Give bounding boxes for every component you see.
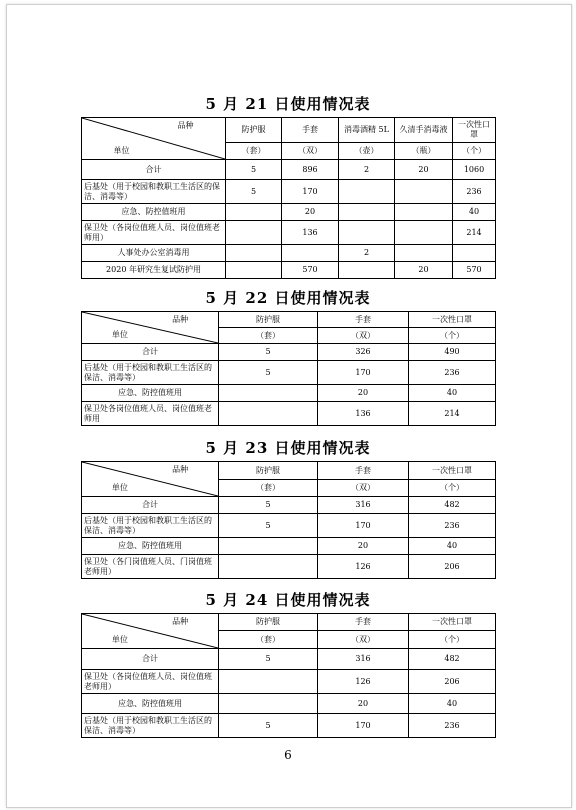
- row-label: 合计: [82, 497, 219, 514]
- table1-title: 5 月 21 日使用情况表: [205, 95, 371, 113]
- cell: 326: [318, 344, 409, 361]
- table-row: [82, 649, 496, 670]
- cell: 206: [409, 670, 496, 694]
- cell: [219, 385, 318, 402]
- cell: [453, 245, 496, 262]
- table-row: [82, 555, 496, 579]
- unit-cell: （个）: [453, 143, 496, 160]
- col-header: 手套: [282, 118, 339, 143]
- cell: [395, 221, 453, 245]
- table-row: [82, 344, 496, 361]
- cell: 236: [453, 180, 496, 204]
- row-label: 应急、防控值班用: [82, 538, 219, 555]
- unit-cell: （套）: [219, 328, 318, 344]
- cell: 20: [318, 694, 409, 714]
- table-row: [82, 385, 496, 402]
- cell: 40: [409, 385, 496, 402]
- header-unit-label: 单位: [111, 483, 128, 492]
- table1: [81, 117, 496, 279]
- cell: 482: [409, 497, 496, 514]
- cell: 1060: [453, 160, 496, 180]
- unit-cell: （双）: [318, 328, 409, 344]
- cell: 5: [219, 649, 318, 670]
- cell: 2: [339, 160, 395, 180]
- cell: 136: [282, 221, 339, 245]
- col-header: 手套: [318, 462, 409, 480]
- cell: [339, 221, 395, 245]
- cell: 236: [409, 361, 496, 385]
- cell: 170: [282, 180, 339, 204]
- table4: [81, 613, 496, 738]
- cell: [395, 245, 453, 262]
- cell: [219, 670, 318, 694]
- unit-cell: （壶）: [339, 143, 395, 160]
- table-row: [82, 160, 496, 180]
- col-header: 一次性口罩: [409, 614, 496, 631]
- cell: 236: [409, 714, 496, 738]
- header-item-label: 品种: [172, 617, 189, 626]
- cell: 570: [453, 262, 496, 279]
- cell: 236: [409, 514, 496, 538]
- cell: 20: [282, 204, 339, 221]
- cell: 316: [318, 649, 409, 670]
- cell: 570: [282, 262, 339, 279]
- cell: [226, 262, 282, 279]
- cell: 20: [395, 160, 453, 180]
- cell: 170: [318, 361, 409, 385]
- cell: 40: [409, 538, 496, 555]
- row-label: 保卫处（各岗位值班人员、岗位值班老师用）: [82, 670, 219, 694]
- row-label: 保卫处（各门岗值班人员、门岗值班老师用）: [82, 555, 219, 579]
- row-label: 2020 年研究生复试防护用: [82, 262, 226, 279]
- cell: 214: [453, 221, 496, 245]
- table-row: [82, 714, 496, 738]
- table3-title: 5 月 23 日使用情况表: [205, 439, 371, 457]
- table-row: [82, 514, 496, 538]
- header-item-label: 品种: [177, 121, 194, 130]
- unit-cell: （个）: [409, 631, 496, 649]
- unit-cell: （个）: [409, 328, 496, 344]
- cell: 896: [282, 160, 339, 180]
- row-label: 应急、防控值班用: [82, 204, 226, 221]
- cell: [395, 180, 453, 204]
- col-header: 防护服: [219, 614, 318, 631]
- table1-header-diagonal: [82, 118, 226, 160]
- cell: 5: [219, 361, 318, 385]
- cell: 5: [219, 344, 318, 361]
- cell: [219, 555, 318, 579]
- table2-header-diagonal: [82, 312, 219, 344]
- row-label: 合计: [82, 344, 219, 361]
- col-header: 手套: [318, 312, 409, 328]
- cell: [226, 221, 282, 245]
- cell: [219, 538, 318, 555]
- table4-title: 5 月 24 日使用情况表: [205, 591, 371, 609]
- table4-header-diagonal: [82, 614, 219, 649]
- header-unit-label: 单位: [111, 635, 128, 644]
- col-header: 防护服: [219, 462, 318, 480]
- table-row: [82, 694, 496, 714]
- cell: 5: [226, 160, 282, 180]
- table-row: [82, 402, 496, 426]
- col-header: 一次性口罩: [409, 462, 496, 480]
- unit-cell: （双）: [282, 143, 339, 160]
- table-row: [82, 538, 496, 555]
- cell: 136: [318, 402, 409, 426]
- cell: 20: [318, 385, 409, 402]
- cell: [219, 402, 318, 426]
- cell: 2: [339, 245, 395, 262]
- page-number: 6: [284, 748, 292, 762]
- row-label: 后基处（用于校园和教职工生活区的保洁、消毒等）: [82, 361, 219, 385]
- row-label: 合计: [82, 649, 219, 670]
- unit-cell: （套）: [219, 480, 318, 497]
- cell: 482: [409, 649, 496, 670]
- table-row: [82, 180, 496, 204]
- row-label: 人事处办公室消毒用: [82, 245, 226, 262]
- cell: 214: [409, 402, 496, 426]
- table-row: [82, 204, 496, 221]
- cell: [339, 204, 395, 221]
- cell: [226, 204, 282, 221]
- table-row: [82, 245, 496, 262]
- cell: 206: [409, 555, 496, 579]
- col-header: 久清手消毒液: [395, 118, 453, 143]
- cell: [219, 694, 318, 714]
- cell: [339, 262, 395, 279]
- col-header: 防护服: [226, 118, 282, 143]
- unit-cell: （双）: [318, 480, 409, 497]
- table-row: [82, 221, 496, 245]
- header-unit-label: 单位: [111, 330, 128, 339]
- cell: 5: [219, 714, 318, 738]
- table2-title: 5 月 22 日使用情况表: [205, 289, 371, 307]
- row-label: 后基处（用于校园和教职工生活区的保洁、消毒等）: [82, 714, 219, 738]
- col-header: 防护服: [219, 312, 318, 328]
- cell: [282, 245, 339, 262]
- cell: 126: [318, 555, 409, 579]
- header-unit-label: 单位: [113, 146, 130, 155]
- header-item-label: 品种: [172, 315, 189, 324]
- cell: 40: [453, 204, 496, 221]
- cell: 40: [409, 694, 496, 714]
- unit-cell: （个）: [409, 480, 496, 497]
- cell: 490: [409, 344, 496, 361]
- cell: 20: [395, 262, 453, 279]
- unit-cell: （套）: [226, 143, 282, 160]
- col-header: 一次性口罩: [409, 312, 496, 328]
- row-label: 应急、防控值班用: [82, 694, 219, 714]
- cell: 5: [219, 497, 318, 514]
- cell: [226, 245, 282, 262]
- table-row: [82, 670, 496, 694]
- table-row: [82, 262, 496, 279]
- cell: 20: [318, 538, 409, 555]
- table2: [81, 311, 496, 426]
- col-header: 消毒酒精 5L: [339, 118, 395, 143]
- row-label: 合计: [82, 160, 226, 180]
- col-header: 一次性口罩: [453, 118, 496, 143]
- table-row: [82, 497, 496, 514]
- row-label: 保卫处各岗位值班人员、岗位值班老师用: [82, 402, 219, 426]
- unit-cell: （双）: [318, 631, 409, 649]
- header-item-label: 品种: [172, 465, 189, 474]
- cell: 316: [318, 497, 409, 514]
- unit-cell: （瓶）: [395, 143, 453, 160]
- col-header: 手套: [318, 614, 409, 631]
- table3: [81, 461, 496, 579]
- cell: [339, 180, 395, 204]
- cell: 170: [318, 714, 409, 738]
- row-label: 应急、防控值班用: [82, 385, 219, 402]
- row-label: 后基处（用于校园和教职工生活区的保洁、消毒等）: [82, 180, 226, 204]
- table-row: [82, 361, 496, 385]
- cell: [395, 204, 453, 221]
- cell: 5: [226, 180, 282, 204]
- cell: 126: [318, 670, 409, 694]
- unit-cell: （套）: [219, 631, 318, 649]
- row-label: 保卫处（各岗位值班人员、岗位值班老师用）: [82, 221, 226, 245]
- cell: 5: [219, 514, 318, 538]
- cell: 170: [318, 514, 409, 538]
- table3-header-diagonal: [82, 462, 219, 497]
- row-label: 后基处（用于校园和教职工生活区的保洁、消毒等）: [82, 514, 219, 538]
